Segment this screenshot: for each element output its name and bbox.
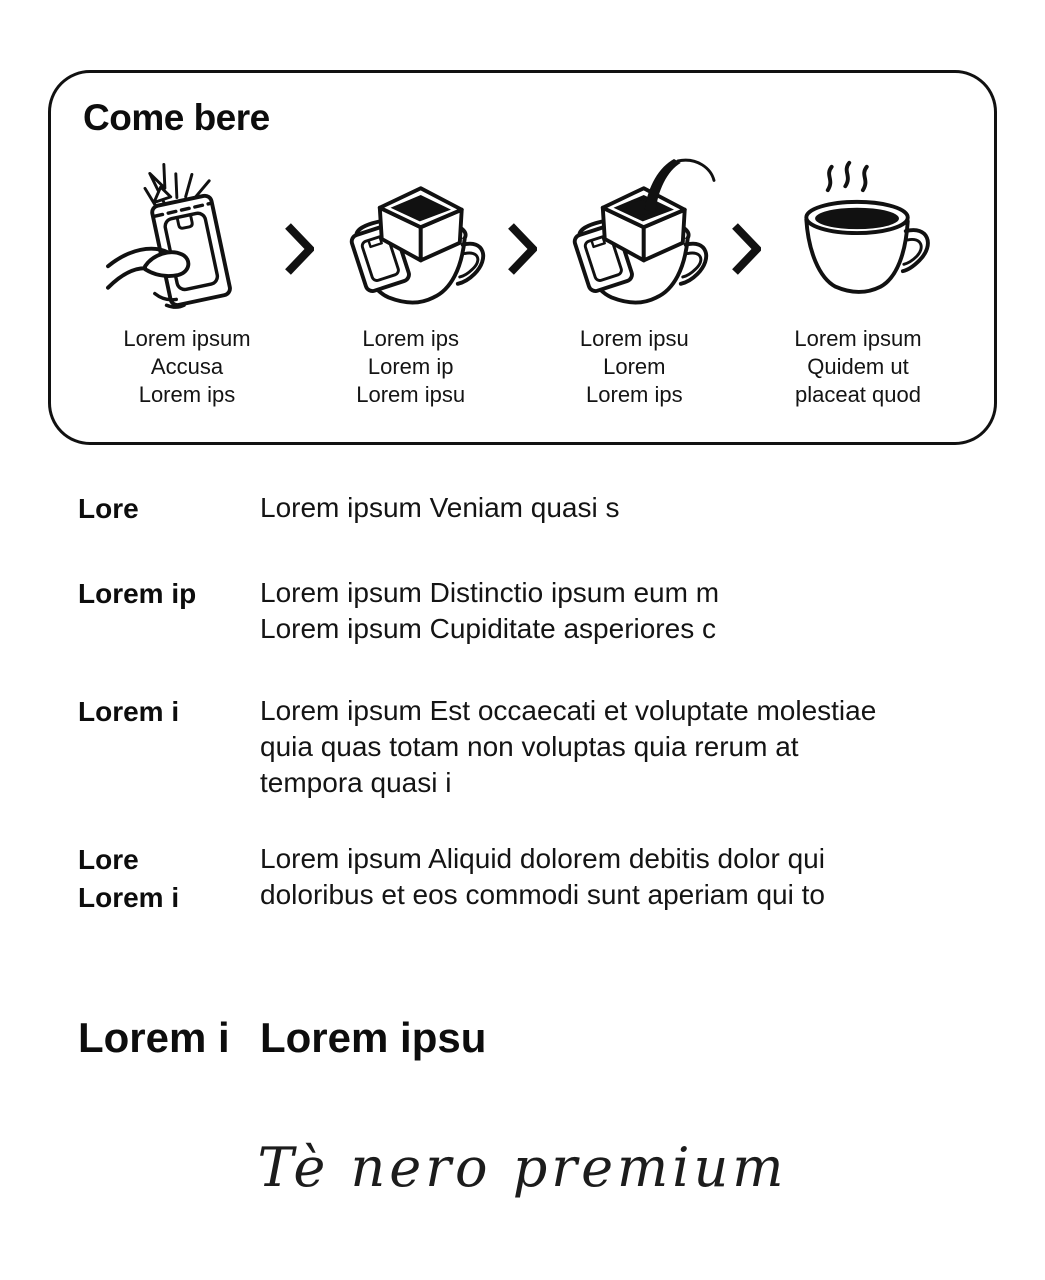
details-row-label: Lore Lorem i (78, 844, 180, 913)
card-title: Come bere (83, 97, 270, 138)
brew-steps-row (51, 139, 994, 409)
steaming-cup-icon (773, 155, 943, 315)
details-row (78, 693, 973, 801)
details-list (78, 490, 973, 917)
footer-heading-right: Lorem ipsu (260, 1014, 487, 1061)
details-row-label: Lorem i (78, 696, 180, 727)
step-3-caption: Lorem ipsu Lorem Lorem ips (579, 326, 689, 407)
brew-step-4 (764, 155, 952, 409)
chevron-right-icon (283, 169, 315, 329)
step-2-caption: Lorem ips Lorem ip Lorem ipsu (356, 326, 466, 407)
footer-heading-left: Lorem i (78, 1014, 230, 1061)
tear-open-packet-icon (102, 155, 272, 315)
details-row (78, 490, 973, 528)
details-row-label: Lorem ip (78, 578, 197, 609)
how-to-brew-card (48, 70, 997, 445)
chevron-right-icon (506, 169, 538, 329)
step-1-caption: Lorem ipsum Accusa Lorem ips (123, 326, 251, 407)
chevron-right-icon (730, 169, 762, 329)
pour-water-icon (549, 155, 719, 315)
drip-bag-on-cup-icon (326, 155, 496, 315)
details-row (78, 841, 973, 917)
details-row-value: Lorem ipsum Distinctio ipsum eum m Lorem ipsum Cupiditate asperiores c (260, 577, 720, 644)
brew-step-3 (540, 155, 728, 409)
details-row-value: Lorem ipsum Aliquid dolorem debitis dolor qui doloribus et eos commodi sunt aperiam qui to (260, 843, 825, 910)
details-row-value: Lorem ipsum Veniam quasi s (260, 492, 620, 523)
details-row-value: Lorem ipsum Est occaecati et voluptate molestiae quia quas totam non voluptas quia rerum at tempora quasi i (260, 695, 877, 798)
step-4-caption: Lorem ipsum Quidem ut placeat quod (794, 326, 922, 407)
brew-step-1 (93, 155, 281, 409)
details-row (78, 575, 973, 647)
details-row-label: Lore (78, 493, 139, 524)
brew-step-2 (317, 155, 505, 409)
footer-heading (78, 1014, 486, 1062)
brand-signature: Tè nero premium (257, 1136, 788, 1199)
